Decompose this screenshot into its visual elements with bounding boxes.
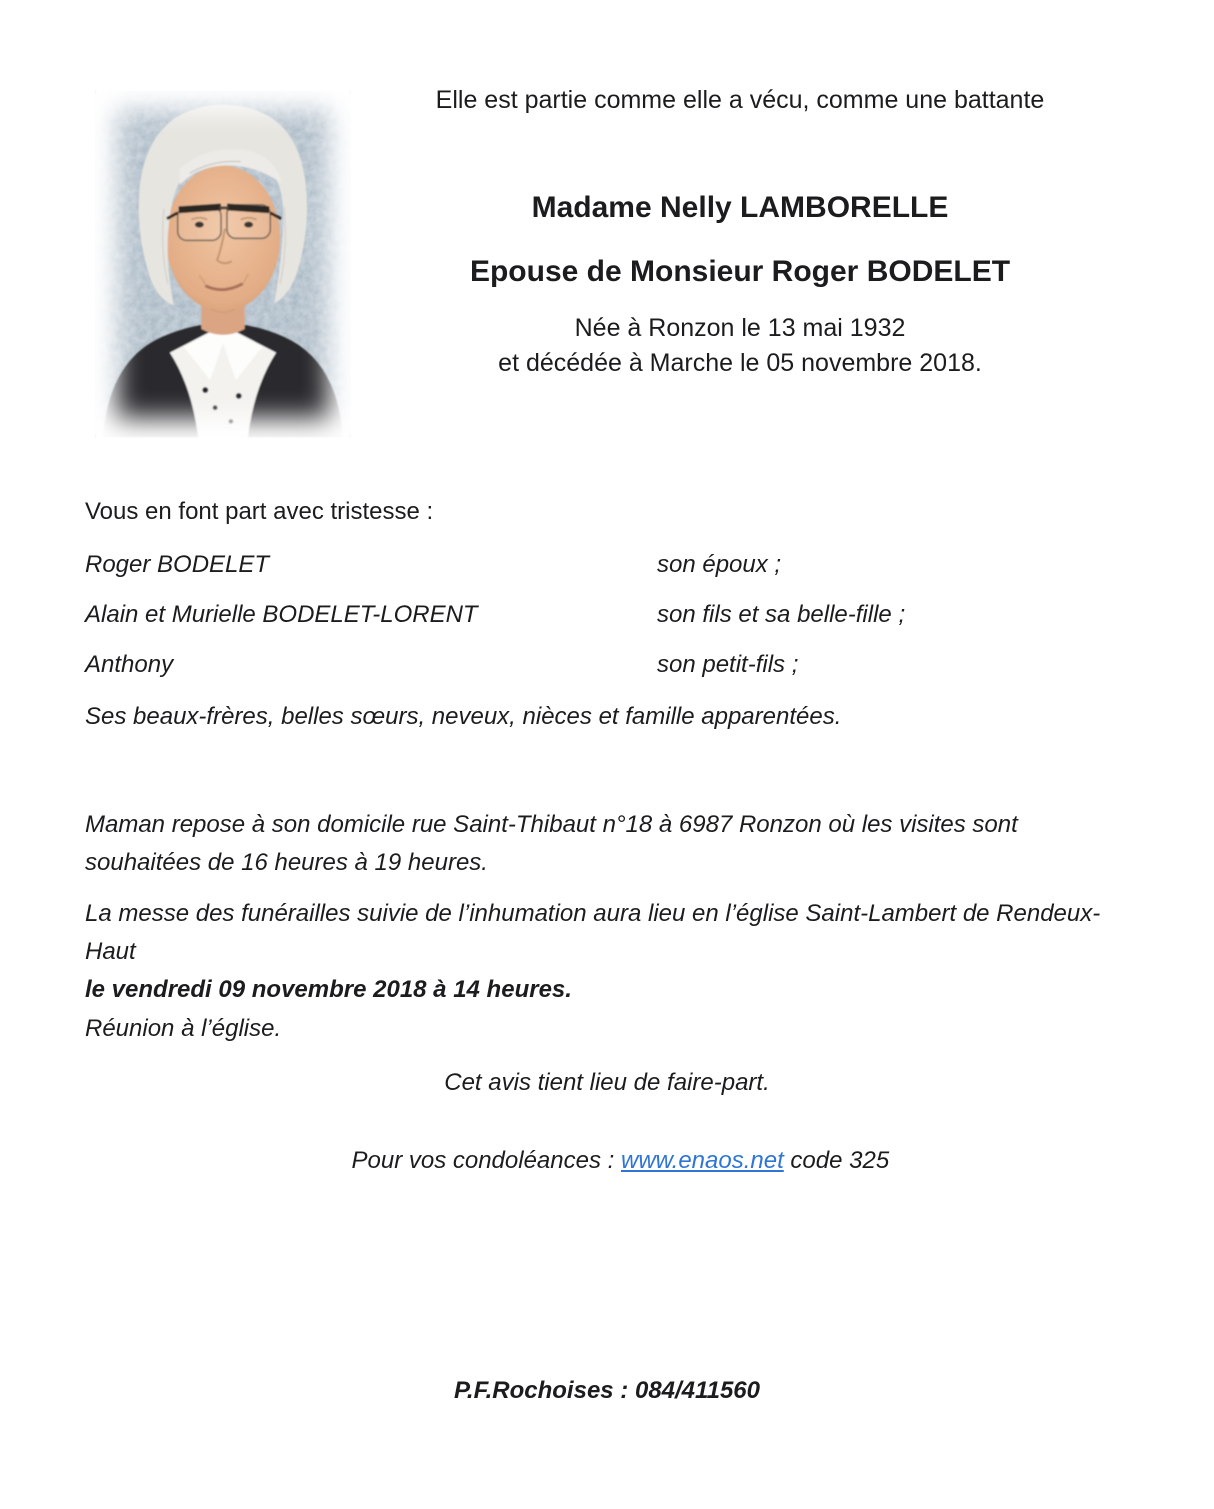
relative-name: Anthony bbox=[85, 651, 174, 678]
relative-row bbox=[85, 551, 1130, 579]
relative-relation: son petit-fils ; bbox=[657, 651, 799, 678]
funeral-home-footer: P.F.Rochoises : 084/411560 bbox=[454, 1377, 760, 1404]
funeral-datetime: le vendredi 09 novembre 2018 à 14 heures. bbox=[85, 976, 572, 1003]
birth-line: Née à Ronzon le 13 mai 1932 bbox=[574, 314, 906, 342]
epitaph-line: Elle est partie comme elle a vécu, comme une battante bbox=[435, 86, 1045, 114]
extended-family-line: Ses beaux-frères, belles sœurs, neveux, nièces et famille apparentées. bbox=[85, 703, 842, 730]
relative-name: Alain et Murielle BODELET-LORENT bbox=[85, 601, 478, 628]
portrait-photo-drawing bbox=[95, 88, 351, 440]
portrait-photo bbox=[95, 88, 351, 440]
condolences-line bbox=[0, 1119, 1214, 1203]
funeral-paragraph bbox=[85, 895, 1140, 1009]
condolences-suffix: code 325 bbox=[783, 1147, 890, 1174]
relative-row bbox=[85, 601, 1130, 629]
spouse-line: Epouse de Monsieur Roger BODELET bbox=[469, 255, 1011, 288]
announcement-intro: Vous en font part avec tristesse : bbox=[85, 498, 434, 525]
relative-relation: son fils et sa belle-fille ; bbox=[657, 601, 906, 628]
deceased-name: Madame Nelly LAMBORELLE bbox=[531, 191, 949, 224]
meeting-line: Réunion à l’église. bbox=[85, 1015, 282, 1042]
relative-name: Roger BODELET bbox=[85, 551, 270, 578]
death-line: et décédée à Marche le 05 novembre 2018. bbox=[498, 349, 982, 377]
relative-relation: son époux ; bbox=[657, 551, 782, 578]
funeral-intro: La messe des funérailles suivie de l’inhumation aura lieu en l’église Saint-Lambert de Rendeux-Haut bbox=[85, 900, 1101, 965]
condolences-prefix: Pour vos condoléances : bbox=[351, 1147, 621, 1174]
notice-line: Cet avis tient lieu de faire-part. bbox=[444, 1069, 770, 1096]
condolences-link[interactable]: www.enaos.net bbox=[620, 1147, 784, 1174]
visitation-paragraph: Maman repose à son domicile rue Saint-Thibaut n°18 à 6987 Ronzon où les visites sont souhaitées de 16 heures à 19 heures. bbox=[85, 811, 1018, 876]
relative-row bbox=[85, 651, 1130, 679]
